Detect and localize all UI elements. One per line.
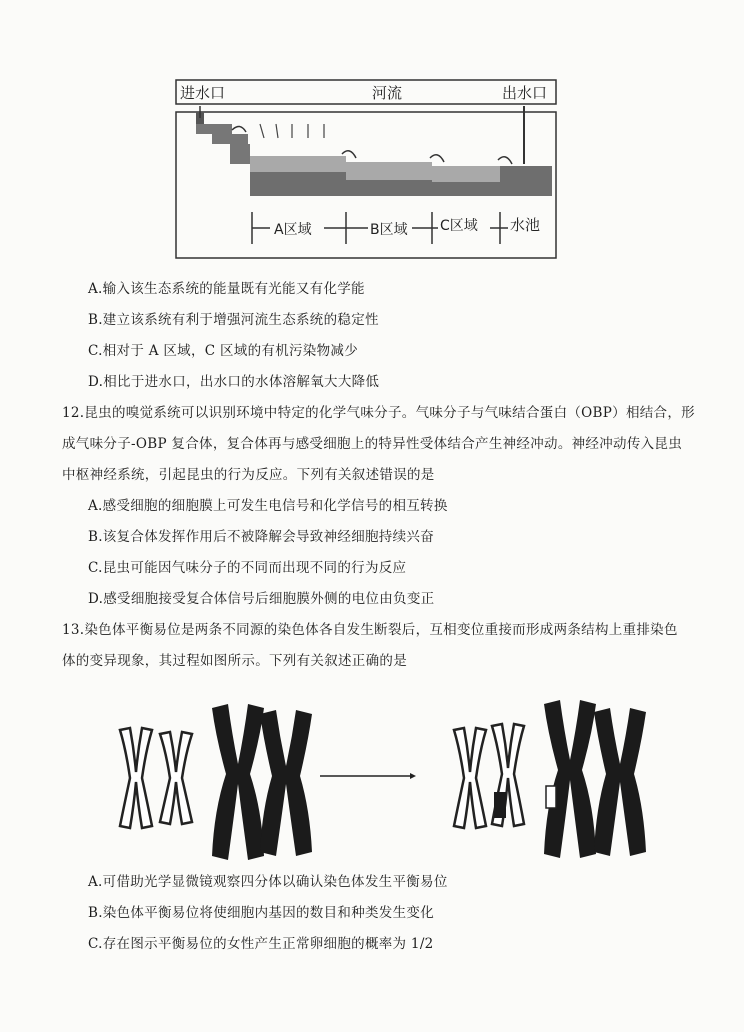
- flow-arrow: [498, 157, 512, 164]
- small-chromosome: [120, 728, 152, 828]
- translocated-segment: [546, 786, 556, 808]
- zone-a-label: A区域: [274, 222, 312, 238]
- figure-chromosome-translocation: [108, 700, 648, 870]
- q13-stem-line-2: 体的变异现象，其过程如图所示。下列有关叙述正确的是: [62, 653, 407, 669]
- translocated-large-chromosome: [544, 700, 596, 858]
- flow-arrow: [430, 155, 444, 162]
- small-chromosome: [454, 728, 486, 828]
- river-label: 河流: [372, 84, 403, 102]
- q12-stem-line-1: 12.昆虫的嗅觉系统可以识别环境中特定的化学气味分子。气味分子与气味结合蛋白（OBP）相结合，形: [62, 405, 695, 421]
- q12-option-a: A.感受细胞的细胞膜上可发生电信号和化学信号的相互转换: [88, 498, 448, 514]
- q12-option-c: C.昆虫可能因气味分子的不同而出现不同的行为反应: [88, 560, 407, 576]
- outlet-label: 出水口: [502, 84, 548, 102]
- flow-arrow: [232, 126, 246, 132]
- chromosome-diagram: [108, 700, 648, 870]
- q13-stem-line-1: 13.染色体平衡易位是两条不同源的染色体各自发生断裂后，互相变位重接而形成两条结构上重排染色: [62, 622, 678, 638]
- q11-option-c: C.相对于 A 区域，C 区域的有机污染物减少: [88, 343, 358, 359]
- large-chromosome: [594, 708, 646, 856]
- river-system-diagram: [172, 76, 562, 262]
- figure-river-system: [172, 76, 562, 262]
- q12-stem-line-2: 成气味分子-OBP 复合体，复合体再与感受细胞上的特异性受体结合产生神经冲动。神经冲动传入昆虫: [62, 436, 683, 452]
- q13-option-b: B.染色体平衡易位将使细胞内基因的数目和种类发生变化: [88, 905, 435, 921]
- q13-option-a: A.可借助光学显微镜观察四分体以确认染色体发生平衡易位: [88, 874, 448, 890]
- q11-option-a: A.输入该生态系统的能量既有光能又有化学能: [88, 281, 365, 297]
- large-chromosome: [260, 710, 312, 856]
- inlet-label: 进水口: [180, 84, 226, 102]
- large-chromosome: [212, 704, 264, 860]
- q13-option-c: C.存在图示平衡易位的女性产生正常卵细胞的概率为 1/2: [88, 936, 434, 952]
- pool-tank: [500, 166, 552, 196]
- q12-stem-line-3: 中枢神经系统，引起昆虫的行为反应。下列有关叙述错误的是: [62, 467, 435, 483]
- process-arrowhead: [410, 773, 416, 779]
- q11-option-b: B.建立该系统有利于增强河流生态系统的稳定性: [88, 312, 379, 328]
- zone-c-label: C区域: [440, 218, 478, 234]
- zone-b-label: B区域: [370, 222, 408, 238]
- q12-option-b: B.该复合体发挥作用后不被降解会导致神经细胞持续兴奋: [88, 529, 435, 545]
- light-rays: [260, 124, 324, 138]
- q12-option-d: D.感受细胞接受复合体信号后细胞膜外侧的电位由负变正: [88, 591, 435, 607]
- q11-option-d: D.相比于进水口，出水口的水体溶解氧大大降低: [88, 374, 380, 390]
- translocated-segment: [494, 792, 506, 818]
- pool-label: 水池: [510, 216, 541, 234]
- small-chromosome: [160, 732, 192, 824]
